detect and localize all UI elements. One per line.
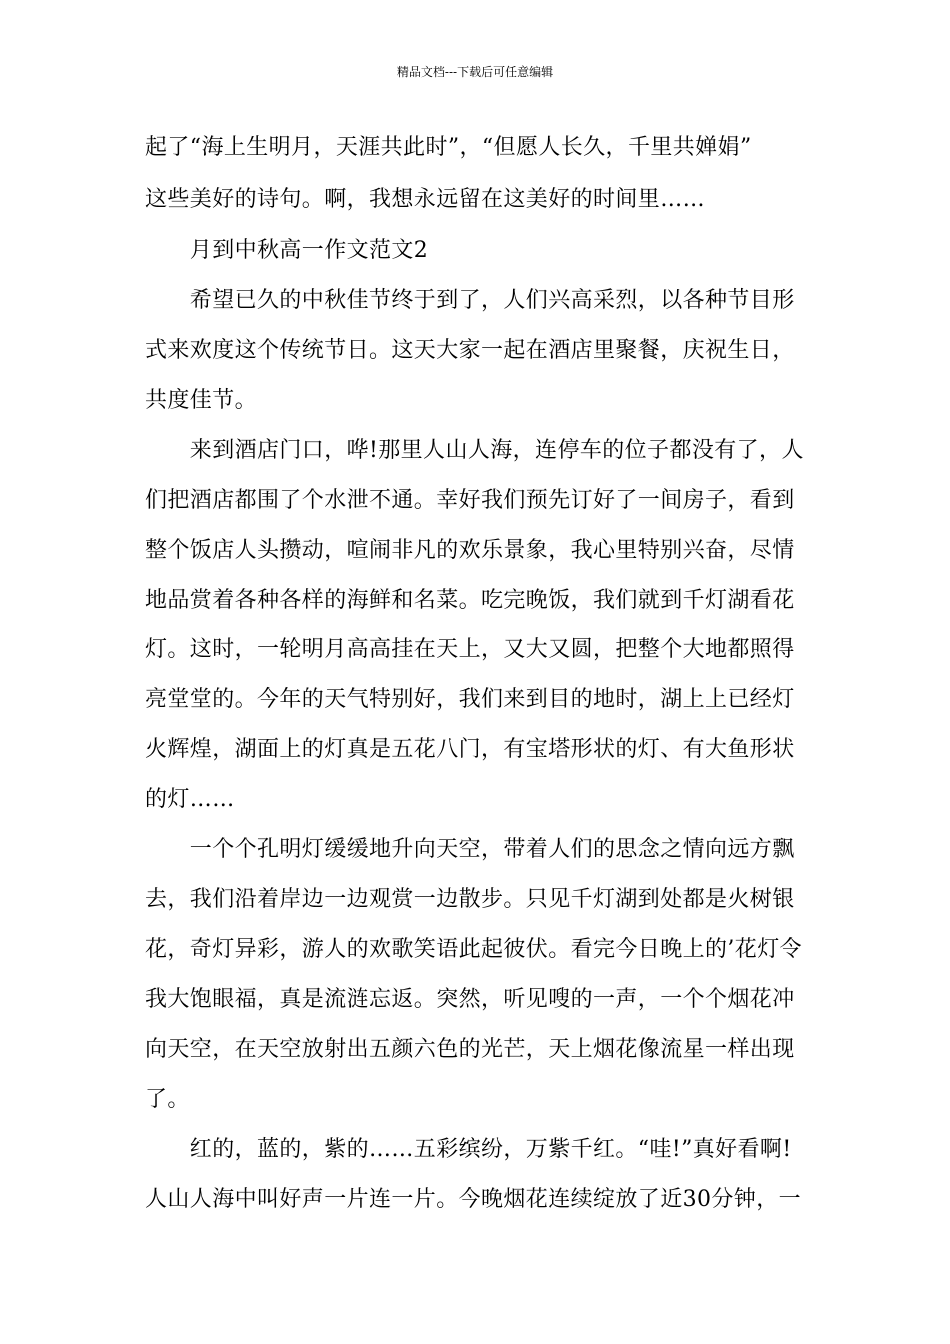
text-line: 共度佳节。 <box>145 388 258 413</box>
text-line: 们把酒店都围了个水泄不通。幸好我们预先订好了一间房子，看到 <box>145 488 795 513</box>
text-line: 来到酒店门口，哗!那里人山人海，连停车的位子都没有了，人 <box>145 438 804 463</box>
text-line: 我大饱眼福，真是流涟忘返。突然，听见嗖的一声，一个个烟花冲 <box>145 987 795 1012</box>
text-line: 整个饭店人头攒动，喧闹非凡的欢乐景象，我心里特别兴奋，尽情 <box>145 538 795 563</box>
text-line: 地品赏着各种各样的海鲜和名菜。吃完晚饭，我们就到千灯湖看花 <box>145 588 795 613</box>
text-line: 去，我们沿着岸边一边观赏一边散步。只见千灯湖到处都是火树银 <box>145 887 795 912</box>
text-line: 一个个孔明灯缓缓地升向天空，带着人们的思念之情向远方飘 <box>145 837 795 862</box>
text-line: 式来欢度这个传统节日。这天大家一起在酒店里聚餐，庆祝生日， <box>145 338 795 363</box>
section-heading: 月到中秋高一作文范文2 <box>145 238 429 263</box>
text-line: 向天空，在天空放射出五颜六色的光芒，天上烟花像流星一样出现 <box>145 1037 795 1062</box>
text-line: 花，奇灯异彩，游人的欢歌笑语此起彼伏。看完今日晚上的’花灯令 <box>145 937 802 962</box>
text-line: 的灯…… <box>145 787 235 812</box>
text-line: 希望已久的中秋佳节终于到了，人们兴高采烈，以各种节目形 <box>145 288 795 313</box>
text-line: 这些美好的诗句。啊，我想永远留在这美好的时间里…… <box>145 187 706 212</box>
text-line: 火辉煌，湖面上的灯真是五花八门，有宝塔形状的灯、有大鱼形状 <box>145 737 795 762</box>
text-line: 红的，蓝的，紫的……五彩缤纷，万紫千红。“哇!”真好看啊! <box>145 1137 792 1162</box>
text-line: 亮堂堂的。今年的天气特别好，我们来到目的地时，湖上上已经灯 <box>145 687 795 712</box>
page-header: 精品文档---下载后可任意编辑 <box>396 65 554 79</box>
text-line: 起了“海上生明月，天涯共此时”，“但愿人长久，千里共婵娟” <box>145 135 752 160</box>
text-line: 人山人海中叫好声一片连一片。今晚烟花连续绽放了近30分钟，一 <box>145 1187 801 1212</box>
text-line: 灯。这时，一轮明月高高挂在天上，又大又圆，把整个大地都照得 <box>145 637 795 662</box>
text-line: 了。 <box>145 1087 190 1112</box>
